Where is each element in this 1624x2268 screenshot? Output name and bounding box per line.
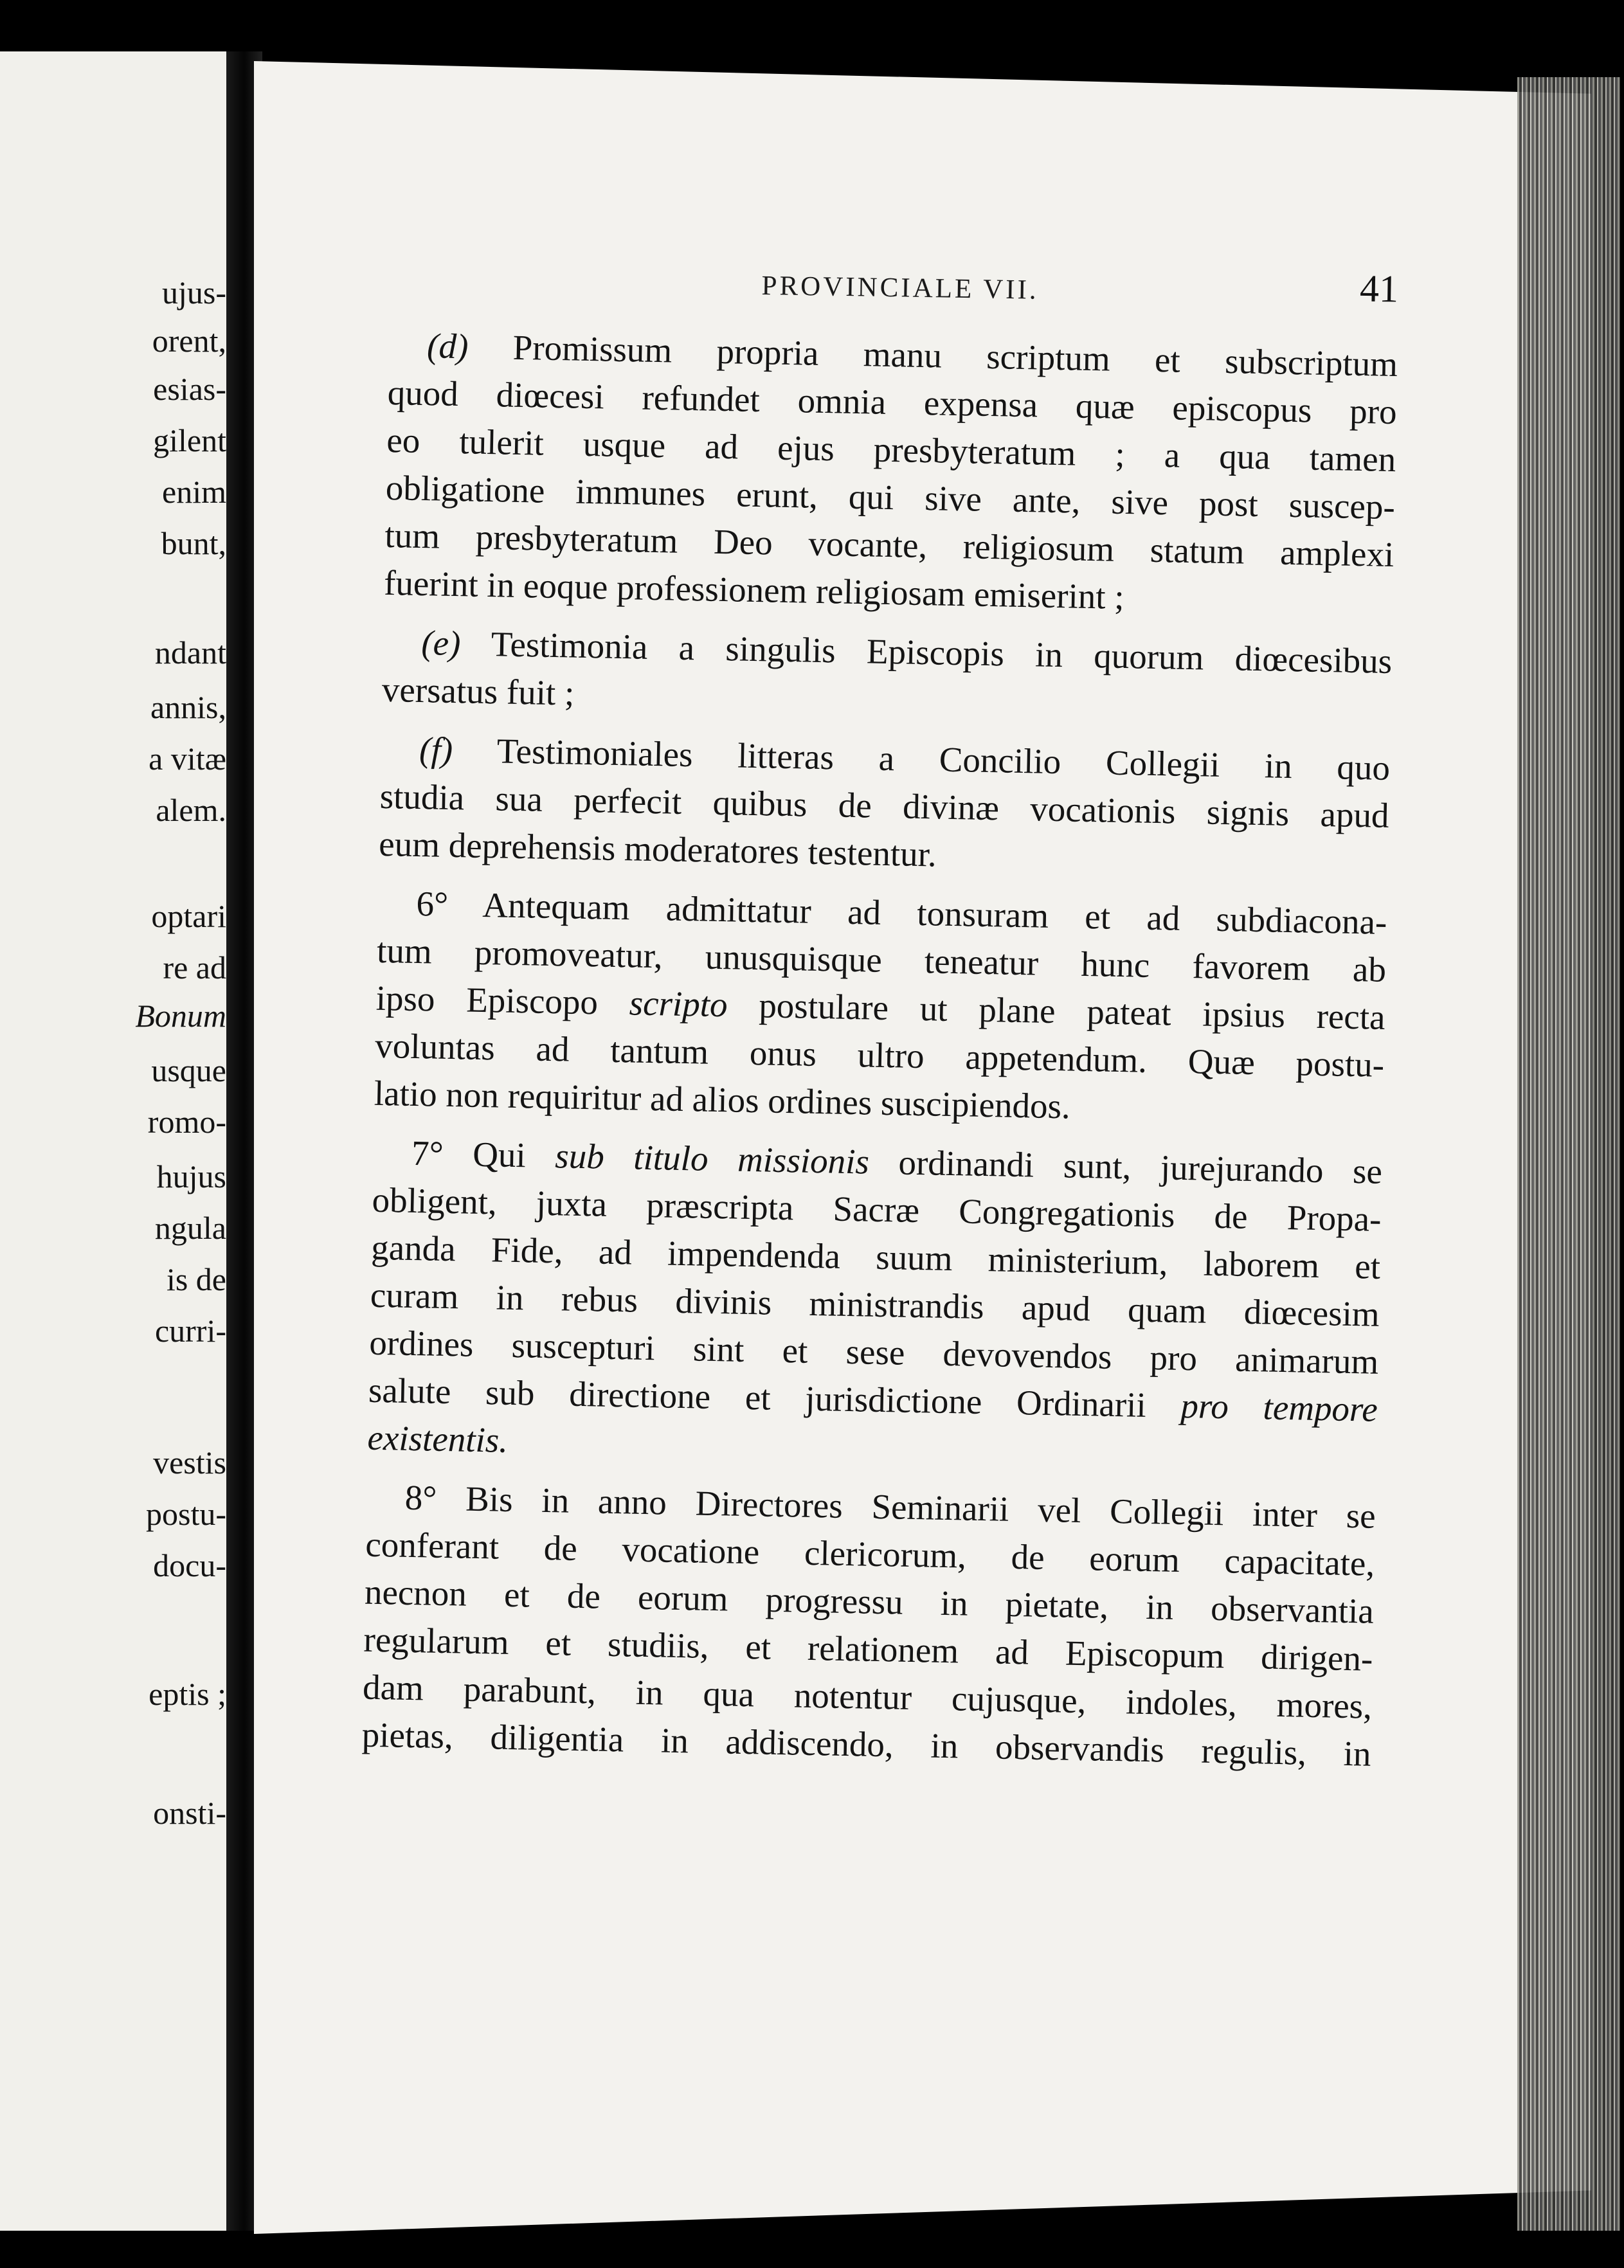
- text-line: tum presbyteratum Deo vocante, religiosum statum amplexi: [384, 515, 1394, 575]
- text-line: latio non requiritur ad alios ordines suscipiendos.: [374, 1073, 1071, 1126]
- text-line: studia sua perfecit quibus de divinæ vocationis signis apud: [379, 776, 1390, 835]
- left-page-fragment: curri-: [154, 1313, 226, 1349]
- text-line: dam parabunt, in qua notentur cujusque, indoles, mores,: [362, 1667, 1373, 1726]
- item-number: 6°: [416, 883, 449, 924]
- left-page-fragment: a vitæ: [149, 741, 226, 777]
- text-line: Antequam admittatur ad tonsuram et ad subdiacona-: [482, 885, 1387, 942]
- left-page-fragment: vestis: [153, 1444, 226, 1480]
- text-fragment: ordinandi sunt, jurejurando se: [898, 1142, 1383, 1191]
- left-page-fragment: hujus: [156, 1158, 226, 1194]
- page-edges: [1517, 77, 1620, 2231]
- paragraph-f: [379, 725, 1391, 887]
- italic-phrase: sub titulo missionis: [554, 1136, 870, 1182]
- paragraph-6: [374, 879, 1387, 1137]
- left-page-fragment: romo-: [147, 1104, 226, 1140]
- text-line: versatus fuit ;: [381, 669, 575, 713]
- text-line: conferant de vocatione clericorum, de eorum capacitate,: [365, 1524, 1375, 1583]
- left-page-fragment: re ad: [163, 950, 226, 986]
- paragraph-7: [367, 1129, 1383, 1481]
- text-line: Bis in anno Directores Seminarii vel Collegii inter se: [465, 1479, 1376, 1536]
- left-page-fragment: bunt,: [161, 525, 226, 561]
- italic-phrase: existentis.: [367, 1418, 509, 1460]
- text-line: voluntas ad tantum onus ultro appetendum. Quæ postu-: [374, 1025, 1385, 1084]
- item-number: 7°: [411, 1133, 444, 1173]
- body-text: [361, 321, 1398, 1790]
- text-line: tum promoveatur, unusquisque teneatur hunc favorem ab: [376, 930, 1387, 989]
- left-page-fragment: esias-: [153, 371, 226, 407]
- italic-phrase: pro tempore: [1180, 1385, 1378, 1429]
- text-line: quod diœcesi refundet omnia expensa quæ episcopus pro: [387, 372, 1398, 432]
- left-page-fragment: optari: [151, 898, 226, 934]
- text-fragment: postulare ut plane pateat ipsius recta: [758, 986, 1386, 1037]
- text-fragment: salute sub directione et jurisdictione Ordinarii: [368, 1370, 1147, 1425]
- text-line: obligent, juxta præscripta Sacræ Congregationis de Propa-: [372, 1180, 1382, 1239]
- left-page-fragment: orent,: [152, 323, 226, 359]
- left-page-fragment: ujus-: [162, 274, 226, 310]
- text-line: Testimonia a singulis Episcopis in quorum diœcesibus: [491, 624, 1393, 681]
- text-line: Testimoniales litteras a Concilio Collegii in quo: [496, 731, 1391, 788]
- text-fragment: Qui: [472, 1134, 527, 1175]
- left-page-fragment: usque: [151, 1052, 226, 1088]
- left-page-fragment: docu-: [153, 1547, 226, 1583]
- paragraph-e: [381, 618, 1393, 733]
- text-line: ganda Fide, ad impendenda suum ministerium, laborem et: [370, 1227, 1381, 1286]
- text-line: pietas, diligentia in addiscendo, in observandis regulis, in: [361, 1715, 1372, 1774]
- item-label: (d): [426, 326, 469, 366]
- left-page-fragment: annis,: [150, 689, 226, 725]
- paragraph-8: [361, 1473, 1376, 1778]
- left-page-fragment: eptis ;: [149, 1676, 226, 1712]
- text-line: Promissum propria manu scriptum et subscriptum: [512, 327, 1398, 384]
- text-line: curam in rebus divinis ministrandis apud quam diœcesim: [370, 1275, 1380, 1334]
- text-line: necnon et de eorum progressu in pietate, in observantia: [364, 1572, 1375, 1631]
- item-label: (e): [420, 623, 462, 663]
- item-number: 8°: [404, 1477, 437, 1518]
- text-line: regularum et studiis, et relationem ad Episcopum dirigen-: [363, 1619, 1373, 1679]
- italic-word: scripto: [629, 983, 728, 1025]
- text-line: fuerint in eoque professionem religiosam emiserint ;: [383, 562, 1125, 617]
- text-fragment: ipso Episcopo: [375, 978, 599, 1022]
- left-page-fragment: alem.: [156, 792, 226, 828]
- left-page-fragment: Bonum: [135, 998, 226, 1034]
- page-number: 41: [1359, 267, 1399, 310]
- running-head: PROVINCIALE VII.: [761, 270, 1040, 305]
- left-facing-page: [0, 51, 226, 2231]
- left-page-fragment: onsti-: [153, 1795, 226, 1831]
- text-line: eum deprehensis moderatores testentur.: [378, 824, 937, 874]
- left-page-fragment: enim: [162, 474, 226, 510]
- text-line: ordines suscepturi sint et sese devovendos pro animarum: [368, 1322, 1379, 1382]
- left-page-fragment: ngula: [154, 1210, 226, 1246]
- left-page-fragment: is de: [166, 1261, 226, 1297]
- text-line: eo tulerit usque ad ejus presbyteratum ; a qua tamen: [386, 420, 1396, 480]
- text-line: obligatione immunes erunt, qui sive ante, sive post suscep-: [385, 467, 1396, 527]
- left-page-fragment: ndant: [154, 634, 226, 670]
- paragraph-d: [383, 321, 1398, 626]
- left-page-fragment: postu-: [146, 1496, 226, 1532]
- item-label: (f): [419, 730, 453, 770]
- left-page-fragment: gilent: [153, 422, 226, 458]
